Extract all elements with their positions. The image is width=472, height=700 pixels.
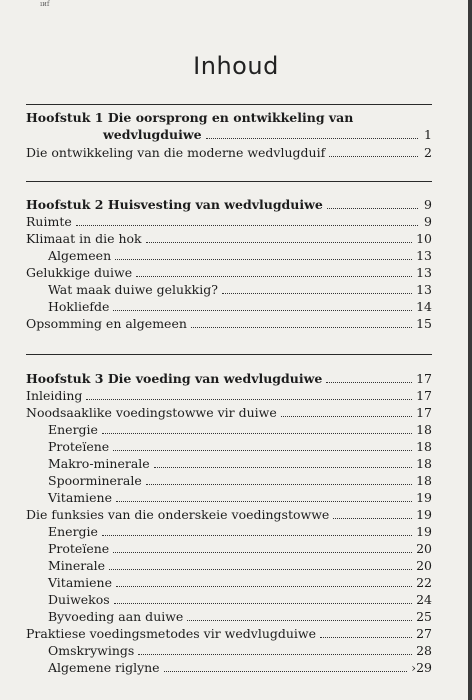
- page-number: 18: [416, 456, 432, 471]
- leader-dots: [109, 565, 412, 570]
- chapter-1-heading-cont: [103, 126, 432, 143]
- toc-entry: [26, 387, 432, 404]
- toc-entry-label: Klimaat in die hok: [26, 231, 142, 246]
- toc-entry-label: Noodsaaklike voedingstowwe vir duiwe: [26, 405, 277, 420]
- toc-subentry: [48, 591, 432, 608]
- page-number: 17: [416, 405, 432, 420]
- toc-entry-label: Wat maak duiwe gelukkig?: [48, 282, 218, 297]
- toc-subentry: [48, 247, 432, 264]
- toc-subentry: [48, 574, 432, 591]
- leader-dots: [113, 548, 412, 553]
- toc-entry-label: Makro-minerale: [48, 456, 150, 471]
- page-number: 17: [416, 371, 432, 386]
- toc-entry: [26, 315, 432, 332]
- page-number: 9: [424, 214, 432, 229]
- leader-dots: [115, 255, 412, 260]
- toc-subentry: [48, 608, 432, 625]
- page-number: 20: [416, 541, 432, 556]
- chapter-heading-label: Hoofstuk 1 Die oorsprong en ontwikkeling van: [26, 110, 354, 125]
- toc-entry-label: Hokliefde: [48, 299, 110, 314]
- toc-entry: [26, 404, 432, 421]
- page-number: 18: [416, 473, 432, 488]
- toc-entry-label: Spoorminerale: [48, 473, 142, 488]
- leader-dots: [113, 306, 412, 311]
- toc-entry-label: Omskrywings: [48, 643, 135, 658]
- toc-subentry: [48, 438, 432, 455]
- toc-entry-label: Die funksies van die onderskeie voedingstowwe: [26, 507, 330, 522]
- leader-dots: [164, 667, 408, 672]
- toc-entry: [26, 264, 432, 281]
- chapter-3-heading: [26, 370, 432, 387]
- page-number: 19: [416, 507, 432, 522]
- leader-dots: [320, 633, 412, 638]
- page-number: 19: [416, 490, 432, 505]
- toc-subentry: [48, 523, 432, 540]
- toc-entry-label: Minerale: [48, 558, 106, 573]
- leader-dots: [222, 289, 412, 294]
- leader-dots: [326, 378, 412, 383]
- page-number: 27: [416, 626, 432, 641]
- leader-dots: [102, 429, 412, 434]
- divider: [26, 181, 432, 182]
- leader-dots: [146, 480, 412, 485]
- page-number: 18: [416, 439, 432, 454]
- page-number: 19: [416, 524, 432, 539]
- page-number: 10: [416, 231, 432, 246]
- leader-dots: [116, 497, 412, 502]
- page-number: 2: [424, 145, 432, 160]
- page-number: 15: [416, 316, 432, 331]
- toc-entry-label: Algemene riglyne: [48, 660, 160, 675]
- toc-entry-label: Inleiding: [26, 388, 83, 403]
- leader-dots: [191, 323, 412, 328]
- corner-mark: ıиf: [40, 0, 50, 8]
- toc-entry-label: Byvoeding aan duiwe: [48, 609, 184, 624]
- toc-entry-label: Opsomming en algemeen: [26, 316, 187, 331]
- page-number: ›29: [411, 660, 432, 675]
- chapter-heading-label: wedvlugduiwe: [103, 127, 202, 142]
- leader-dots: [113, 446, 412, 451]
- toc-entry-label: Energie: [48, 524, 98, 539]
- toc-entry-label: Proteïene: [48, 439, 110, 454]
- toc-entry-label: Duiwekos: [48, 592, 110, 607]
- leader-dots: [187, 616, 412, 621]
- leader-dots: [102, 531, 412, 536]
- leader-dots: [136, 272, 412, 277]
- toc-entry-label: Gelukkige duiwe: [26, 265, 133, 280]
- page-number: 13: [416, 265, 432, 280]
- page-number: 17: [416, 388, 432, 403]
- toc-subentry: [48, 298, 432, 315]
- toc-subentry: [48, 455, 432, 472]
- leader-dots: [76, 221, 418, 226]
- divider: [26, 354, 432, 355]
- toc-entry: [26, 144, 432, 161]
- page-number: 24: [416, 592, 432, 607]
- page-number: 20: [416, 558, 432, 573]
- leader-dots: [327, 204, 418, 209]
- chapter-heading-label: Hoofstuk 3 Die voeding van wedvlugduiwe: [26, 371, 323, 386]
- page-title: Inhoud: [193, 52, 279, 80]
- toc-subentry: [48, 557, 432, 574]
- leader-dots: [333, 514, 412, 519]
- toc-entry-label: Algemeen: [48, 248, 112, 263]
- leader-dots: [154, 463, 412, 468]
- page-number: 22: [416, 575, 432, 590]
- toc-entry: [26, 230, 432, 247]
- toc-entry-label: Vitamiene: [48, 490, 112, 505]
- toc-subentry: [48, 489, 432, 506]
- leader-dots: [146, 238, 412, 243]
- toc-entry-label: Ruimte: [26, 214, 72, 229]
- toc-entry-label: Proteïene: [48, 541, 110, 556]
- toc-subentry: [48, 281, 432, 298]
- divider: [26, 104, 432, 105]
- toc-entry-label: Praktiese voedingsmetodes vir wedvlugduiwe: [26, 626, 317, 641]
- chapter-heading-label: Hoofstuk 2 Huisvesting van wedvlugduiwe: [26, 197, 323, 212]
- toc-entry-label: Vitamiene: [48, 575, 112, 590]
- toc-subentry: [48, 659, 432, 676]
- page-number: 25: [416, 609, 432, 624]
- page-number: 13: [416, 248, 432, 263]
- toc-entry-label: Die ontwikkeling van die moderne wedvlugduif: [26, 145, 326, 160]
- leader-dots: [114, 599, 412, 604]
- leader-dots: [329, 152, 418, 157]
- toc-subentry: [48, 642, 432, 659]
- leader-dots: [86, 395, 412, 400]
- toc-entry-label: Energie: [48, 422, 98, 437]
- page-number: 18: [416, 422, 432, 437]
- chapter-1-heading: [26, 109, 432, 126]
- leader-dots: [206, 134, 418, 139]
- toc-subentry: [48, 421, 432, 438]
- leader-dots: [281, 412, 412, 417]
- page-number: 28: [416, 643, 432, 658]
- leader-dots: [116, 582, 412, 587]
- toc-subentry: [48, 540, 432, 557]
- page-number: 1: [424, 127, 432, 142]
- chapter-2-heading: [26, 196, 432, 213]
- toc-entry: [26, 506, 432, 523]
- page-number: 9: [424, 197, 432, 212]
- leader-dots: [138, 650, 412, 655]
- toc-subentry: [48, 472, 432, 489]
- page-edge: [468, 0, 472, 700]
- page-number: 13: [416, 282, 432, 297]
- toc-entry: [26, 625, 432, 642]
- page-number: 14: [416, 299, 432, 314]
- toc-entry: [26, 213, 432, 230]
